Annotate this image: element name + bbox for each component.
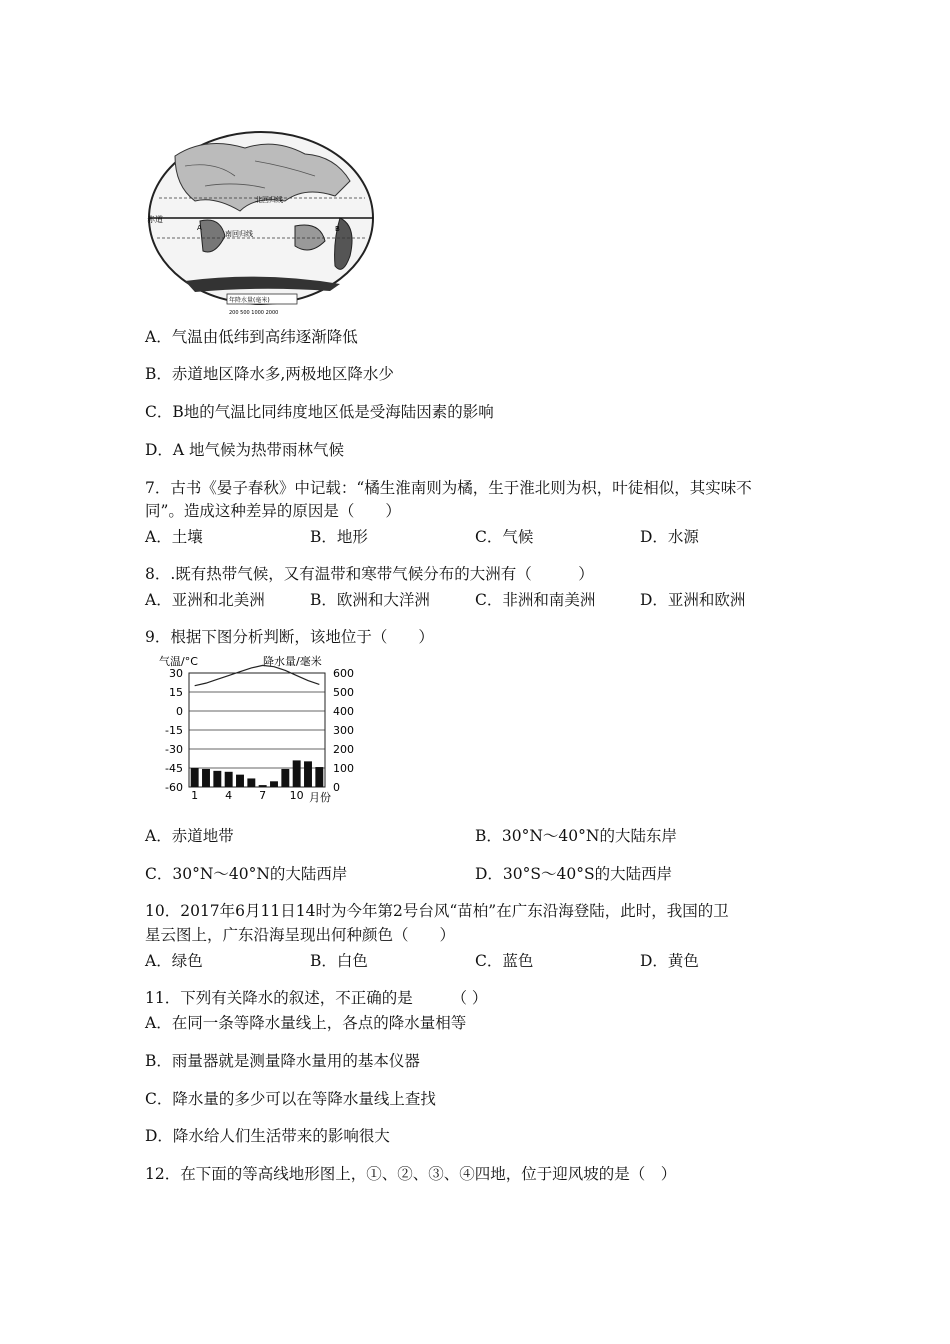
chart-temp-axis-label: 气温/°C (159, 655, 198, 668)
q8-option-a: A．亚洲和北美洲 (145, 591, 265, 609)
q6-option-c: C．B地的气温比同纬度地区低是受海陆因素的影响 (145, 403, 494, 421)
map-point-a: A (197, 224, 202, 232)
q6-option-a: A．气温由低纬到高纬逐渐降低 (145, 328, 358, 346)
precip-bar (202, 769, 210, 787)
chart-precip-axis-label: 降水量/毫米 (263, 655, 322, 668)
precip-tick-label: 200 (333, 743, 354, 756)
temperature-line (195, 665, 320, 685)
map-label-equator: 赤道 (147, 215, 163, 224)
precip-bar (236, 775, 244, 787)
q7-option-b: B．地形 (310, 528, 368, 546)
q7-option-c: C．气候 (475, 528, 534, 546)
month-tick-label: 1 (191, 789, 199, 802)
precip-bar (315, 767, 323, 787)
q9-option-b: B．30°N～40°N的大陆东岸 (475, 827, 677, 845)
q11-option-d: D．降水给人们生活带来的影响很大 (145, 1127, 390, 1145)
q9-option-d: D．30°S～40°S的大陆西岸 (475, 865, 673, 883)
q10-option-a: A．绿色 (145, 952, 203, 970)
temp-tick-label: 0 (176, 705, 183, 718)
temp-tick-label: 15 (169, 686, 183, 699)
map-label-tropic-cancer: 北回归线 (255, 196, 283, 204)
q7-stem-line2: 同”。造成这种差异的原因是（ ） (145, 502, 401, 520)
precip-bar (191, 768, 199, 787)
temp-tick-label: 30 (169, 667, 183, 680)
precip-bar (281, 769, 289, 787)
q10-option-c: C．蓝色 (475, 952, 534, 970)
precip-bar (270, 781, 278, 787)
month-tick-label: 10 (289, 789, 304, 802)
month-tick-label: 4 (225, 789, 233, 802)
q11-option-c: C．降水量的多少可以在等降水量线上查找 (145, 1090, 436, 1108)
precip-bar (225, 772, 233, 787)
precip-tick-label: 0 (333, 781, 340, 794)
q10-stem-line2: 星云图上，广东沿海呈现出何种颜色（ ） (145, 926, 456, 944)
q8-option-d: D．亚洲和欧洲 (640, 591, 746, 609)
precip-bar (247, 778, 255, 787)
precip-tick-label: 600 (333, 667, 354, 680)
world-climate-map (145, 126, 377, 320)
q9-option-c: C．30°N～40°N的大陆西岸 (145, 865, 348, 883)
world-map-svg (145, 126, 377, 320)
q9-stem: 9．根据下图分析判断，该地位于（ ） (145, 628, 434, 646)
climate-chart (145, 655, 385, 805)
q8-option-b: B．欧洲和大洋洲 (310, 591, 430, 609)
q8-option-c: C．非洲和南美洲 (475, 591, 596, 609)
q7-option-a: A．土壤 (145, 528, 203, 546)
chart-x-axis-label: 月份 (309, 791, 331, 804)
precip-tick-label: 500 (333, 686, 354, 699)
q9-option-a: A．赤道地带 (145, 827, 234, 845)
precip-bar (259, 785, 267, 787)
precip-bar (293, 760, 301, 787)
map-point-b: B (335, 225, 340, 233)
q10-option-d: D．黄色 (640, 952, 699, 970)
q10-option-b: B．白色 (310, 952, 368, 970)
precip-bar (304, 761, 312, 787)
q8-stem: 8．.既有热带气候，又有温带和寒带气候分布的大洲有（ ） (145, 565, 594, 583)
precip-tick-label: 100 (333, 762, 354, 775)
q6-option-d: D．A 地气候为热带雨林气候 (145, 441, 345, 459)
map-legend-scale: 200 500 1000 2000 (229, 310, 279, 316)
q11-option-b: B．雨量器就是测量降水量用的基本仪器 (145, 1052, 420, 1070)
temp-tick-label: -15 (165, 724, 183, 737)
precip-bar (213, 771, 221, 787)
q12-stem: 12．在下面的等高线地形图上，①、②、③、④四地，位于迎风坡的是（ ） (145, 1165, 677, 1183)
temp-tick-label: -30 (165, 743, 183, 756)
map-legend-title: 年降水量(毫米) (229, 297, 270, 304)
month-tick-label: 7 (259, 789, 267, 802)
q6-option-b: B．赤道地区降水多,两极地区降水少 (145, 365, 394, 383)
q11-stem: 11．下列有关降水的叙述，不正确的是 （ ） (145, 989, 488, 1007)
q10-stem-line1: 10．2017年6月11日14时为今年第2号台风“苗柏”在广东沿海登陆，此时，我国的卫 (145, 902, 729, 920)
q7-stem-line1: 7．古书《晏子春秋》中记载：“橘生淮南则为橘，生于淮北则为枳，叶徒相似，其实味不 (145, 479, 752, 497)
map-label-tropic-capricorn: 南回归线 (225, 230, 253, 238)
precip-tick-label: 300 (333, 724, 354, 737)
q7-option-d: D．水源 (640, 528, 699, 546)
precip-tick-label: 400 (333, 705, 354, 718)
q11-option-a: A．在同一条等降水量线上，各点的降水量相等 (145, 1014, 467, 1032)
temp-tick-label: -60 (165, 781, 183, 794)
climate-chart-svg (145, 655, 385, 805)
temp-tick-label: -45 (165, 762, 183, 775)
